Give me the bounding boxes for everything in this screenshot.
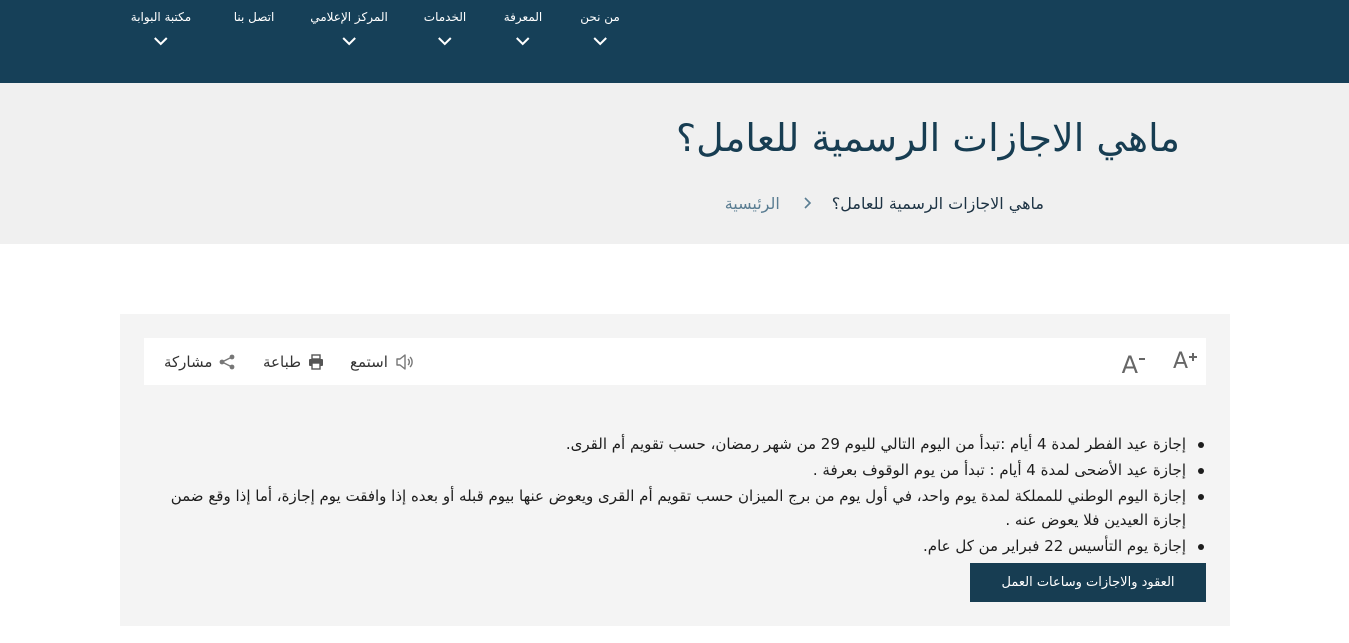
chevron-down-icon <box>592 36 608 46</box>
share-label: مشاركة <box>164 352 213 371</box>
nav-item-label: من نحن <box>580 10 620 24</box>
listen-button[interactable] <box>350 338 414 385</box>
printer-icon <box>307 353 325 371</box>
nav-item-label: المركز الإعلامي <box>310 10 388 24</box>
nav-item-knowledge[interactable] <box>504 8 543 46</box>
minus-icon <box>1138 354 1146 364</box>
chevron-down-icon <box>341 36 357 46</box>
print-button[interactable] <box>263 338 325 385</box>
chevron-down-icon <box>153 36 169 46</box>
plus-icon <box>1188 352 1198 362</box>
nav-item-media-center[interactable] <box>310 8 388 46</box>
category-tag-button[interactable]: العقود والاجازات وساعات العمل <box>970 563 1206 602</box>
list-item: إجازة اليوم الوطني للمملكة لمدة يوم واحد، في أول يوم من برج الميزان حسب تقويم أم القرى ويعوض عنها بيوم قبله أو بعده إذا وافقت يوم إجازة، أما إذا وقع ضمن إجازة العيدين فلا يعوض عنه . <box>160 484 1210 532</box>
breadcrumb-home-link[interactable]: الرئيسية <box>724 193 780 213</box>
breadcrumb <box>725 191 1044 215</box>
nav-item-about[interactable] <box>580 8 620 46</box>
content-panel <box>120 314 1230 626</box>
font-decrease-button[interactable] <box>1122 338 1146 385</box>
nav-item-label: المعرفة <box>503 10 543 24</box>
list-item: إجازة عيد الأضحى لمدة 4 أيام : تبدأ من يوم الوقوف بعرفة . <box>160 458 1210 482</box>
nav-item-label: مكتبة البوابة <box>130 10 192 24</box>
page-header <box>0 83 1349 244</box>
share-button[interactable] <box>164 338 236 385</box>
chevron-down-icon <box>437 36 453 46</box>
share-icon <box>218 353 236 371</box>
font-decrease-label: A <box>1121 350 1138 379</box>
chevron-left-icon <box>802 196 812 210</box>
font-increase-button[interactable] <box>1173 338 1198 385</box>
nav-item-services[interactable] <box>424 8 466 46</box>
listen-label: استمع <box>350 352 388 371</box>
list-item: إجازة يوم التأسيس 22 فبراير من كل عام. <box>160 534 1210 558</box>
breadcrumb-current: ماهي الاجازات الرسمية للعامل؟ <box>831 193 1044 213</box>
chevron-down-icon <box>515 36 531 46</box>
article-toolbar <box>144 338 1206 385</box>
font-increase-label: A <box>1172 349 1188 374</box>
speaker-icon <box>394 352 414 372</box>
nav-item-label: الخدمات <box>423 10 467 24</box>
nav-item-contact[interactable] <box>234 8 275 26</box>
nav-item-label: اتصل بنا <box>233 10 275 24</box>
holidays-list <box>160 432 1210 560</box>
page-title: ماهي الاجازات الرسمية للعامل؟ <box>676 116 1180 160</box>
top-navigation <box>0 0 1349 83</box>
nav-item-portal-library[interactable] <box>131 8 191 46</box>
list-item: إجازة عيد الفطر لمدة 4 أيام :تبدأ من اليوم التالي لليوم 29 من شهر رمضان، حسب تقويم أم القرى. <box>160 432 1210 456</box>
print-label: طباعة <box>263 352 302 371</box>
